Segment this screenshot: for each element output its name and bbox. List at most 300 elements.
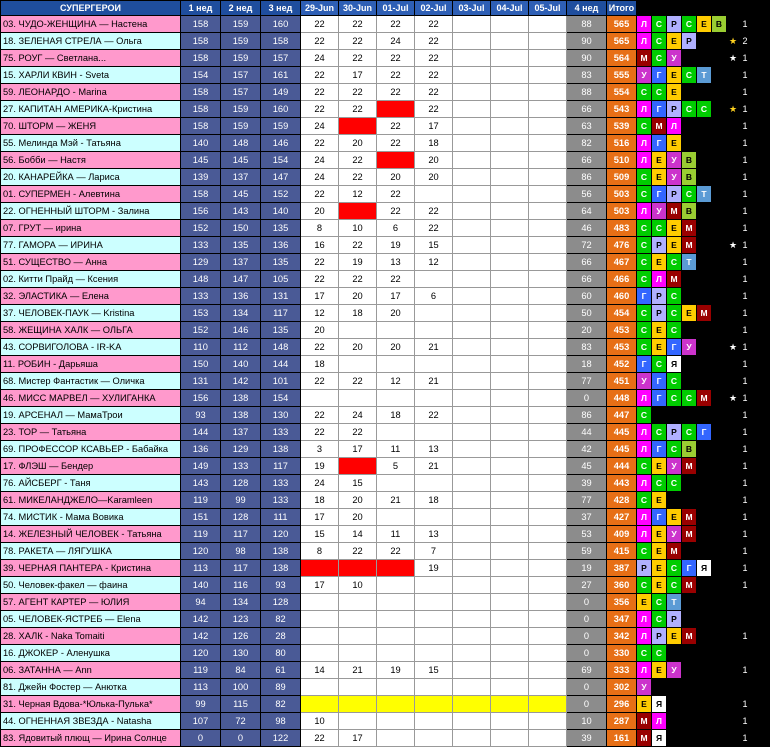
badge-cell[interactable] <box>652 407 667 424</box>
week-2-cell[interactable]: 150 <box>221 220 261 237</box>
rank-count-cell[interactable]: 1 <box>740 101 751 118</box>
week-4-cell[interactable]: 39 <box>567 475 607 492</box>
total-cell[interactable]: 510 <box>607 152 637 169</box>
day-cell[interactable] <box>529 356 567 373</box>
week-3-cell[interactable]: 82 <box>261 611 301 628</box>
week-1-cell[interactable]: 158 <box>181 101 221 118</box>
week-2-cell[interactable]: 145 <box>221 186 261 203</box>
badge-cell[interactable] <box>682 118 697 135</box>
rank-count-cell[interactable]: 1 <box>740 713 751 730</box>
day-cell[interactable]: 22 <box>339 16 377 33</box>
badge-cell[interactable]: Л <box>637 526 652 543</box>
day-cell[interactable] <box>529 118 567 135</box>
badge-cell[interactable]: Р <box>652 237 667 254</box>
day-cell[interactable] <box>491 594 529 611</box>
day-cell[interactable] <box>491 645 529 662</box>
day-cell[interactable] <box>529 407 567 424</box>
badge-cell[interactable]: У <box>637 373 652 390</box>
total-cell[interactable]: 448 <box>607 390 637 407</box>
day-cell[interactable] <box>453 288 491 305</box>
week-1-cell[interactable]: 0 <box>181 730 221 747</box>
day-cell[interactable] <box>453 152 491 169</box>
total-cell[interactable]: 466 <box>607 271 637 288</box>
badge-cell[interactable]: Р <box>652 305 667 322</box>
badge-cell[interactable] <box>712 169 727 186</box>
day-cell[interactable]: 21 <box>339 662 377 679</box>
badge-cell[interactable]: Т <box>697 186 712 203</box>
badge-cell[interactable] <box>712 254 727 271</box>
day-cell[interactable]: 22 <box>301 135 339 152</box>
day-cell[interactable] <box>491 254 529 271</box>
day-cell[interactable] <box>529 33 567 50</box>
badge-cell[interactable]: Р <box>667 186 682 203</box>
badge-cell[interactable] <box>667 407 682 424</box>
week-1-cell[interactable]: 158 <box>181 84 221 101</box>
badge-cell[interactable]: С <box>667 441 682 458</box>
badge-cell[interactable]: Л <box>667 118 682 135</box>
badge-cell[interactable] <box>697 237 712 254</box>
day-cell[interactable] <box>415 322 453 339</box>
day-cell[interactable] <box>529 237 567 254</box>
day-cell[interactable]: 22 <box>377 203 415 220</box>
rank-count-cell[interactable]: 1 <box>740 424 751 441</box>
badge-cell[interactable] <box>712 475 727 492</box>
day-cell[interactable]: 22 <box>339 373 377 390</box>
hero-name-cell[interactable]: 46. МИСС МАРВЕЛ — ХУЛИГАНКА <box>1 390 181 407</box>
day-cell[interactable] <box>529 543 567 560</box>
badge-cell[interactable]: С <box>637 339 652 356</box>
week-2-cell[interactable]: 136 <box>221 288 261 305</box>
week-2-cell[interactable]: 134 <box>221 305 261 322</box>
day-cell[interactable] <box>415 594 453 611</box>
badge-cell[interactable] <box>652 679 667 696</box>
day-cell[interactable]: 17 <box>301 288 339 305</box>
hero-name-cell[interactable]: 07. ГРУТ — ирина <box>1 220 181 237</box>
total-cell[interactable]: 387 <box>607 560 637 577</box>
badge-cell[interactable] <box>697 730 712 747</box>
day-cell[interactable] <box>415 475 453 492</box>
badge-cell[interactable]: С <box>652 424 667 441</box>
day-cell[interactable]: 7 <box>415 543 453 560</box>
day-cell[interactable] <box>491 509 529 526</box>
day-cell[interactable] <box>453 322 491 339</box>
week-3-cell[interactable]: 133 <box>261 424 301 441</box>
badge-cell[interactable]: С <box>637 577 652 594</box>
day-cell[interactable] <box>339 628 377 645</box>
day-cell[interactable]: 21 <box>377 492 415 509</box>
hero-name-cell[interactable]: 75. РОУГ — Светлана... <box>1 50 181 67</box>
week-4-cell[interactable]: 0 <box>567 645 607 662</box>
week-3-cell[interactable]: 136 <box>261 237 301 254</box>
day-cell[interactable] <box>529 254 567 271</box>
badge-cell[interactable]: Е <box>667 67 682 84</box>
rank-count-cell[interactable]: 1 <box>740 492 751 509</box>
hero-name-cell[interactable]: 77. ГАМОРА — ИРИНА <box>1 237 181 254</box>
total-cell[interactable]: 356 <box>607 594 637 611</box>
week-1-cell[interactable]: 99 <box>181 696 221 713</box>
badge-cell[interactable]: С <box>637 271 652 288</box>
badge-cell[interactable]: Г <box>652 509 667 526</box>
badge-cell[interactable] <box>667 492 682 509</box>
total-cell[interactable]: 516 <box>607 135 637 152</box>
badge-cell[interactable]: С <box>637 220 652 237</box>
badge-cell[interactable] <box>667 730 682 747</box>
total-cell[interactable]: 503 <box>607 186 637 203</box>
day-cell[interactable]: 16 <box>301 237 339 254</box>
week-4-cell[interactable]: 56 <box>567 186 607 203</box>
day-cell[interactable]: 22 <box>301 730 339 747</box>
day-cell[interactable] <box>301 611 339 628</box>
week-2-cell[interactable]: 0 <box>221 730 261 747</box>
badge-cell[interactable] <box>712 356 727 373</box>
day-cell[interactable]: 21 <box>415 373 453 390</box>
week-1-cell[interactable]: 107 <box>181 713 221 730</box>
week-2-cell[interactable]: 137 <box>221 424 261 441</box>
badge-cell[interactable]: М <box>637 730 652 747</box>
day-cell[interactable]: 3 <box>301 441 339 458</box>
day-cell[interactable]: 22 <box>377 84 415 101</box>
week-4-cell[interactable]: 0 <box>567 696 607 713</box>
day-cell[interactable] <box>453 730 491 747</box>
badge-cell[interactable]: С <box>637 305 652 322</box>
week-3-cell[interactable]: 140 <box>261 203 301 220</box>
total-cell[interactable]: 453 <box>607 339 637 356</box>
badge-cell[interactable]: С <box>682 186 697 203</box>
hero-name-cell[interactable]: 43. СОРВИГОЛОВА - IR-KA <box>1 339 181 356</box>
week-1-cell[interactable]: 142 <box>181 628 221 645</box>
week-2-cell[interactable]: 148 <box>221 135 261 152</box>
rank-count-cell[interactable]: 1 <box>740 475 751 492</box>
badge-cell[interactable]: Е <box>652 543 667 560</box>
total-cell[interactable]: 503 <box>607 203 637 220</box>
total-cell[interactable]: 360 <box>607 577 637 594</box>
day-cell[interactable] <box>301 628 339 645</box>
badge-cell[interactable]: С <box>652 220 667 237</box>
badge-cell[interactable]: Л <box>637 101 652 118</box>
day-cell[interactable] <box>491 237 529 254</box>
badge-cell[interactable] <box>712 390 727 407</box>
day-cell[interactable]: 12 <box>339 186 377 203</box>
week-4-cell[interactable]: 0 <box>567 390 607 407</box>
badge-cell[interactable]: Е <box>652 560 667 577</box>
day-cell[interactable] <box>339 594 377 611</box>
week-4-cell[interactable]: 44 <box>567 424 607 441</box>
day-cell[interactable]: 5 <box>377 458 415 475</box>
badge-cell[interactable]: Л <box>637 424 652 441</box>
badge-cell[interactable]: Л <box>637 628 652 645</box>
badge-cell[interactable]: Г <box>637 356 652 373</box>
week-1-cell[interactable]: 120 <box>181 645 221 662</box>
total-cell[interactable]: 509 <box>607 169 637 186</box>
badge-cell[interactable]: М <box>682 509 697 526</box>
badge-cell[interactable] <box>712 679 727 696</box>
day-cell[interactable] <box>453 339 491 356</box>
week-2-cell[interactable]: 100 <box>221 679 261 696</box>
day-cell[interactable] <box>453 237 491 254</box>
week-2-cell[interactable]: 157 <box>221 67 261 84</box>
badge-cell[interactable] <box>682 373 697 390</box>
week-2-cell[interactable]: 128 <box>221 509 261 526</box>
day-cell[interactable] <box>339 611 377 628</box>
badge-cell[interactable] <box>682 543 697 560</box>
day-cell[interactable] <box>529 696 567 713</box>
week-3-cell[interactable]: 149 <box>261 84 301 101</box>
day-cell[interactable] <box>491 101 529 118</box>
header-day-5[interactable]: 03-Jul <box>453 1 491 16</box>
badge-cell[interactable]: С <box>637 186 652 203</box>
badge-cell[interactable]: С <box>667 322 682 339</box>
badge-cell[interactable]: Е <box>667 628 682 645</box>
day-cell[interactable] <box>491 118 529 135</box>
week-4-cell[interactable]: 0 <box>567 594 607 611</box>
week-4-cell[interactable]: 20 <box>567 322 607 339</box>
badge-cell[interactable] <box>712 373 727 390</box>
week-3-cell[interactable]: 133 <box>261 475 301 492</box>
week-3-cell[interactable]: 128 <box>261 594 301 611</box>
badge-cell[interactable]: Е <box>667 237 682 254</box>
day-cell[interactable] <box>529 339 567 356</box>
week-2-cell[interactable]: 126 <box>221 628 261 645</box>
rank-count-cell[interactable]: 1 <box>740 288 751 305</box>
day-cell[interactable] <box>529 492 567 509</box>
day-cell[interactable] <box>491 67 529 84</box>
day-cell[interactable] <box>529 475 567 492</box>
week-3-cell[interactable]: 154 <box>261 390 301 407</box>
badge-cell[interactable] <box>712 526 727 543</box>
week-2-cell[interactable]: 130 <box>221 645 261 662</box>
day-cell[interactable] <box>339 713 377 730</box>
day-cell[interactable]: 20 <box>415 152 453 169</box>
day-cell[interactable]: 22 <box>415 220 453 237</box>
day-cell[interactable] <box>301 645 339 662</box>
week-4-cell[interactable]: 86 <box>567 407 607 424</box>
week-3-cell[interactable]: 131 <box>261 288 301 305</box>
day-cell[interactable] <box>415 628 453 645</box>
week-2-cell[interactable]: 143 <box>221 203 261 220</box>
week-4-cell[interactable]: 90 <box>567 50 607 67</box>
hero-name-cell[interactable]: 69. ПРОФЕССОР КСАВЬЕР - Бабайка <box>1 441 181 458</box>
badge-cell[interactable]: М <box>697 390 712 407</box>
day-cell[interactable] <box>491 33 529 50</box>
day-cell[interactable] <box>529 322 567 339</box>
badge-cell[interactable]: Е <box>667 220 682 237</box>
badge-cell[interactable]: С <box>667 475 682 492</box>
badge-cell[interactable] <box>697 441 712 458</box>
total-cell[interactable]: 447 <box>607 407 637 424</box>
rank-count-cell[interactable]: 1 <box>740 730 751 747</box>
day-cell[interactable] <box>491 220 529 237</box>
day-cell[interactable]: 22 <box>301 373 339 390</box>
badge-cell[interactable]: Г <box>652 135 667 152</box>
badge-cell[interactable]: Л <box>637 203 652 220</box>
week-3-cell[interactable]: 82 <box>261 696 301 713</box>
badge-cell[interactable]: С <box>667 288 682 305</box>
total-cell[interactable]: 347 <box>607 611 637 628</box>
day-cell[interactable]: 20 <box>339 135 377 152</box>
badge-cell[interactable] <box>697 203 712 220</box>
week-4-cell[interactable]: 77 <box>567 373 607 390</box>
day-cell[interactable]: 22 <box>415 101 453 118</box>
total-cell[interactable]: 452 <box>607 356 637 373</box>
day-cell[interactable] <box>491 16 529 33</box>
badge-cell[interactable]: У <box>667 152 682 169</box>
day-cell[interactable] <box>415 424 453 441</box>
badge-cell[interactable]: С <box>637 645 652 662</box>
day-cell[interactable] <box>491 322 529 339</box>
badge-cell[interactable]: С <box>682 16 697 33</box>
badge-cell[interactable]: Е <box>667 33 682 50</box>
hero-name-cell[interactable]: 70. ШТОРМ — ЖЕНЯ <box>1 118 181 135</box>
week-4-cell[interactable]: 90 <box>567 33 607 50</box>
badge-cell[interactable]: Л <box>637 441 652 458</box>
week-4-cell[interactable]: 59 <box>567 543 607 560</box>
day-cell[interactable] <box>453 475 491 492</box>
week-2-cell[interactable]: 159 <box>221 101 261 118</box>
hero-name-cell[interactable]: 02. Китти Прайд — Ксения <box>1 271 181 288</box>
week-4-cell[interactable]: 50 <box>567 305 607 322</box>
badge-cell[interactable]: Л <box>637 611 652 628</box>
day-cell[interactable]: 22 <box>415 67 453 84</box>
badge-cell[interactable]: С <box>652 84 667 101</box>
day-cell[interactable] <box>415 356 453 373</box>
day-cell[interactable] <box>453 611 491 628</box>
badge-cell[interactable]: Р <box>652 628 667 645</box>
day-cell[interactable]: 14 <box>301 662 339 679</box>
day-cell[interactable] <box>491 373 529 390</box>
day-cell[interactable] <box>453 509 491 526</box>
badge-cell[interactable] <box>712 84 727 101</box>
hero-name-cell[interactable]: 44. ОГНЕННАЯ ЗВЕЗДА - Natasha <box>1 713 181 730</box>
total-cell[interactable]: 453 <box>607 322 637 339</box>
badge-cell[interactable]: Г <box>652 441 667 458</box>
day-cell[interactable] <box>529 152 567 169</box>
badge-cell[interactable] <box>712 305 727 322</box>
badge-cell[interactable] <box>682 50 697 67</box>
day-cell[interactable]: 11 <box>377 526 415 543</box>
day-cell[interactable] <box>339 356 377 373</box>
badge-cell[interactable] <box>697 628 712 645</box>
badge-cell[interactable] <box>697 288 712 305</box>
hero-name-cell[interactable]: 51. СУЩЕСТВО — Анна <box>1 254 181 271</box>
week-2-cell[interactable]: 147 <box>221 271 261 288</box>
day-cell[interactable] <box>377 101 415 118</box>
badge-cell[interactable]: Л <box>637 135 652 152</box>
badge-cell[interactable] <box>712 271 727 288</box>
week-4-cell[interactable]: 66 <box>567 101 607 118</box>
day-cell[interactable] <box>377 475 415 492</box>
week-1-cell[interactable]: 140 <box>181 135 221 152</box>
day-cell[interactable]: 24 <box>377 33 415 50</box>
badge-cell[interactable]: Р <box>667 16 682 33</box>
badge-cell[interactable]: Т <box>667 594 682 611</box>
week-2-cell[interactable]: 137 <box>221 254 261 271</box>
week-1-cell[interactable]: 136 <box>181 441 221 458</box>
day-cell[interactable] <box>453 67 491 84</box>
day-cell[interactable]: 10 <box>301 713 339 730</box>
day-cell[interactable] <box>377 509 415 526</box>
badge-cell[interactable]: Е <box>652 458 667 475</box>
rank-count-cell[interactable]: 1 <box>740 305 751 322</box>
day-cell[interactable] <box>491 662 529 679</box>
day-cell[interactable]: 22 <box>301 407 339 424</box>
week-3-cell[interactable]: 144 <box>261 356 301 373</box>
day-cell[interactable]: 22 <box>377 16 415 33</box>
week-4-cell[interactable]: 88 <box>567 84 607 101</box>
hero-name-cell[interactable]: 39. ЧЕРНАЯ ПАНТЕРА - Кристина <box>1 560 181 577</box>
badge-cell[interactable] <box>712 713 727 730</box>
day-cell[interactable]: 17 <box>301 509 339 526</box>
badge-cell[interactable] <box>697 135 712 152</box>
badge-cell[interactable]: М <box>667 203 682 220</box>
day-cell[interactable] <box>529 16 567 33</box>
day-cell[interactable]: 18 <box>415 135 453 152</box>
day-cell[interactable]: 20 <box>339 288 377 305</box>
header-total[interactable]: Итого <box>607 1 637 16</box>
week-4-cell[interactable]: 53 <box>567 526 607 543</box>
week-2-cell[interactable]: 138 <box>221 407 261 424</box>
badge-cell[interactable] <box>712 339 727 356</box>
day-cell[interactable] <box>453 118 491 135</box>
day-cell[interactable]: 22 <box>339 271 377 288</box>
badge-cell[interactable] <box>712 509 727 526</box>
day-cell[interactable] <box>491 390 529 407</box>
week-3-cell[interactable]: 111 <box>261 509 301 526</box>
header-week-3[interactable]: 3 нед <box>261 1 301 16</box>
badge-cell[interactable]: Р <box>667 101 682 118</box>
week-3-cell[interactable]: 161 <box>261 67 301 84</box>
badge-cell[interactable] <box>697 339 712 356</box>
hero-name-cell[interactable]: 14. ЖЕЛЕЗНЫЙ ЧЕЛОВЕК - Татьяна <box>1 526 181 543</box>
badge-cell[interactable] <box>697 713 712 730</box>
day-cell[interactable]: 17 <box>339 730 377 747</box>
badge-cell[interactable] <box>712 458 727 475</box>
day-cell[interactable] <box>491 339 529 356</box>
badge-cell[interactable] <box>697 356 712 373</box>
day-cell[interactable] <box>415 509 453 526</box>
day-cell[interactable] <box>453 84 491 101</box>
badge-cell[interactable] <box>712 152 727 169</box>
week-3-cell[interactable]: 159 <box>261 118 301 135</box>
badge-cell[interactable]: Е <box>637 594 652 611</box>
week-1-cell[interactable]: 158 <box>181 50 221 67</box>
week-4-cell[interactable]: 66 <box>567 152 607 169</box>
week-3-cell[interactable]: 105 <box>261 271 301 288</box>
badge-cell[interactable]: С <box>637 458 652 475</box>
header-day-4[interactable]: 02-Jul <box>415 1 453 16</box>
day-cell[interactable]: 17 <box>301 577 339 594</box>
day-cell[interactable]: 15 <box>415 662 453 679</box>
badge-cell[interactable]: С <box>682 67 697 84</box>
header-week-2[interactable]: 2 нед <box>221 1 261 16</box>
hero-name-cell[interactable]: 27. КАПИТАН АМЕРИКА-Кристина <box>1 101 181 118</box>
badge-cell[interactable] <box>712 33 727 50</box>
day-cell[interactable] <box>453 628 491 645</box>
badge-cell[interactable]: Г <box>682 560 697 577</box>
badge-cell[interactable] <box>697 492 712 509</box>
badge-cell[interactable]: Г <box>697 424 712 441</box>
day-cell[interactable] <box>453 594 491 611</box>
badge-cell[interactable]: Л <box>652 271 667 288</box>
day-cell[interactable]: 22 <box>339 237 377 254</box>
badge-cell[interactable]: С <box>637 254 652 271</box>
week-3-cell[interactable]: 152 <box>261 186 301 203</box>
rank-count-cell[interactable]: 1 <box>740 152 751 169</box>
badge-cell[interactable]: Г <box>652 101 667 118</box>
day-cell[interactable]: 22 <box>301 33 339 50</box>
badge-cell[interactable]: Р <box>682 33 697 50</box>
day-cell[interactable] <box>529 186 567 203</box>
day-cell[interactable]: 24 <box>301 152 339 169</box>
